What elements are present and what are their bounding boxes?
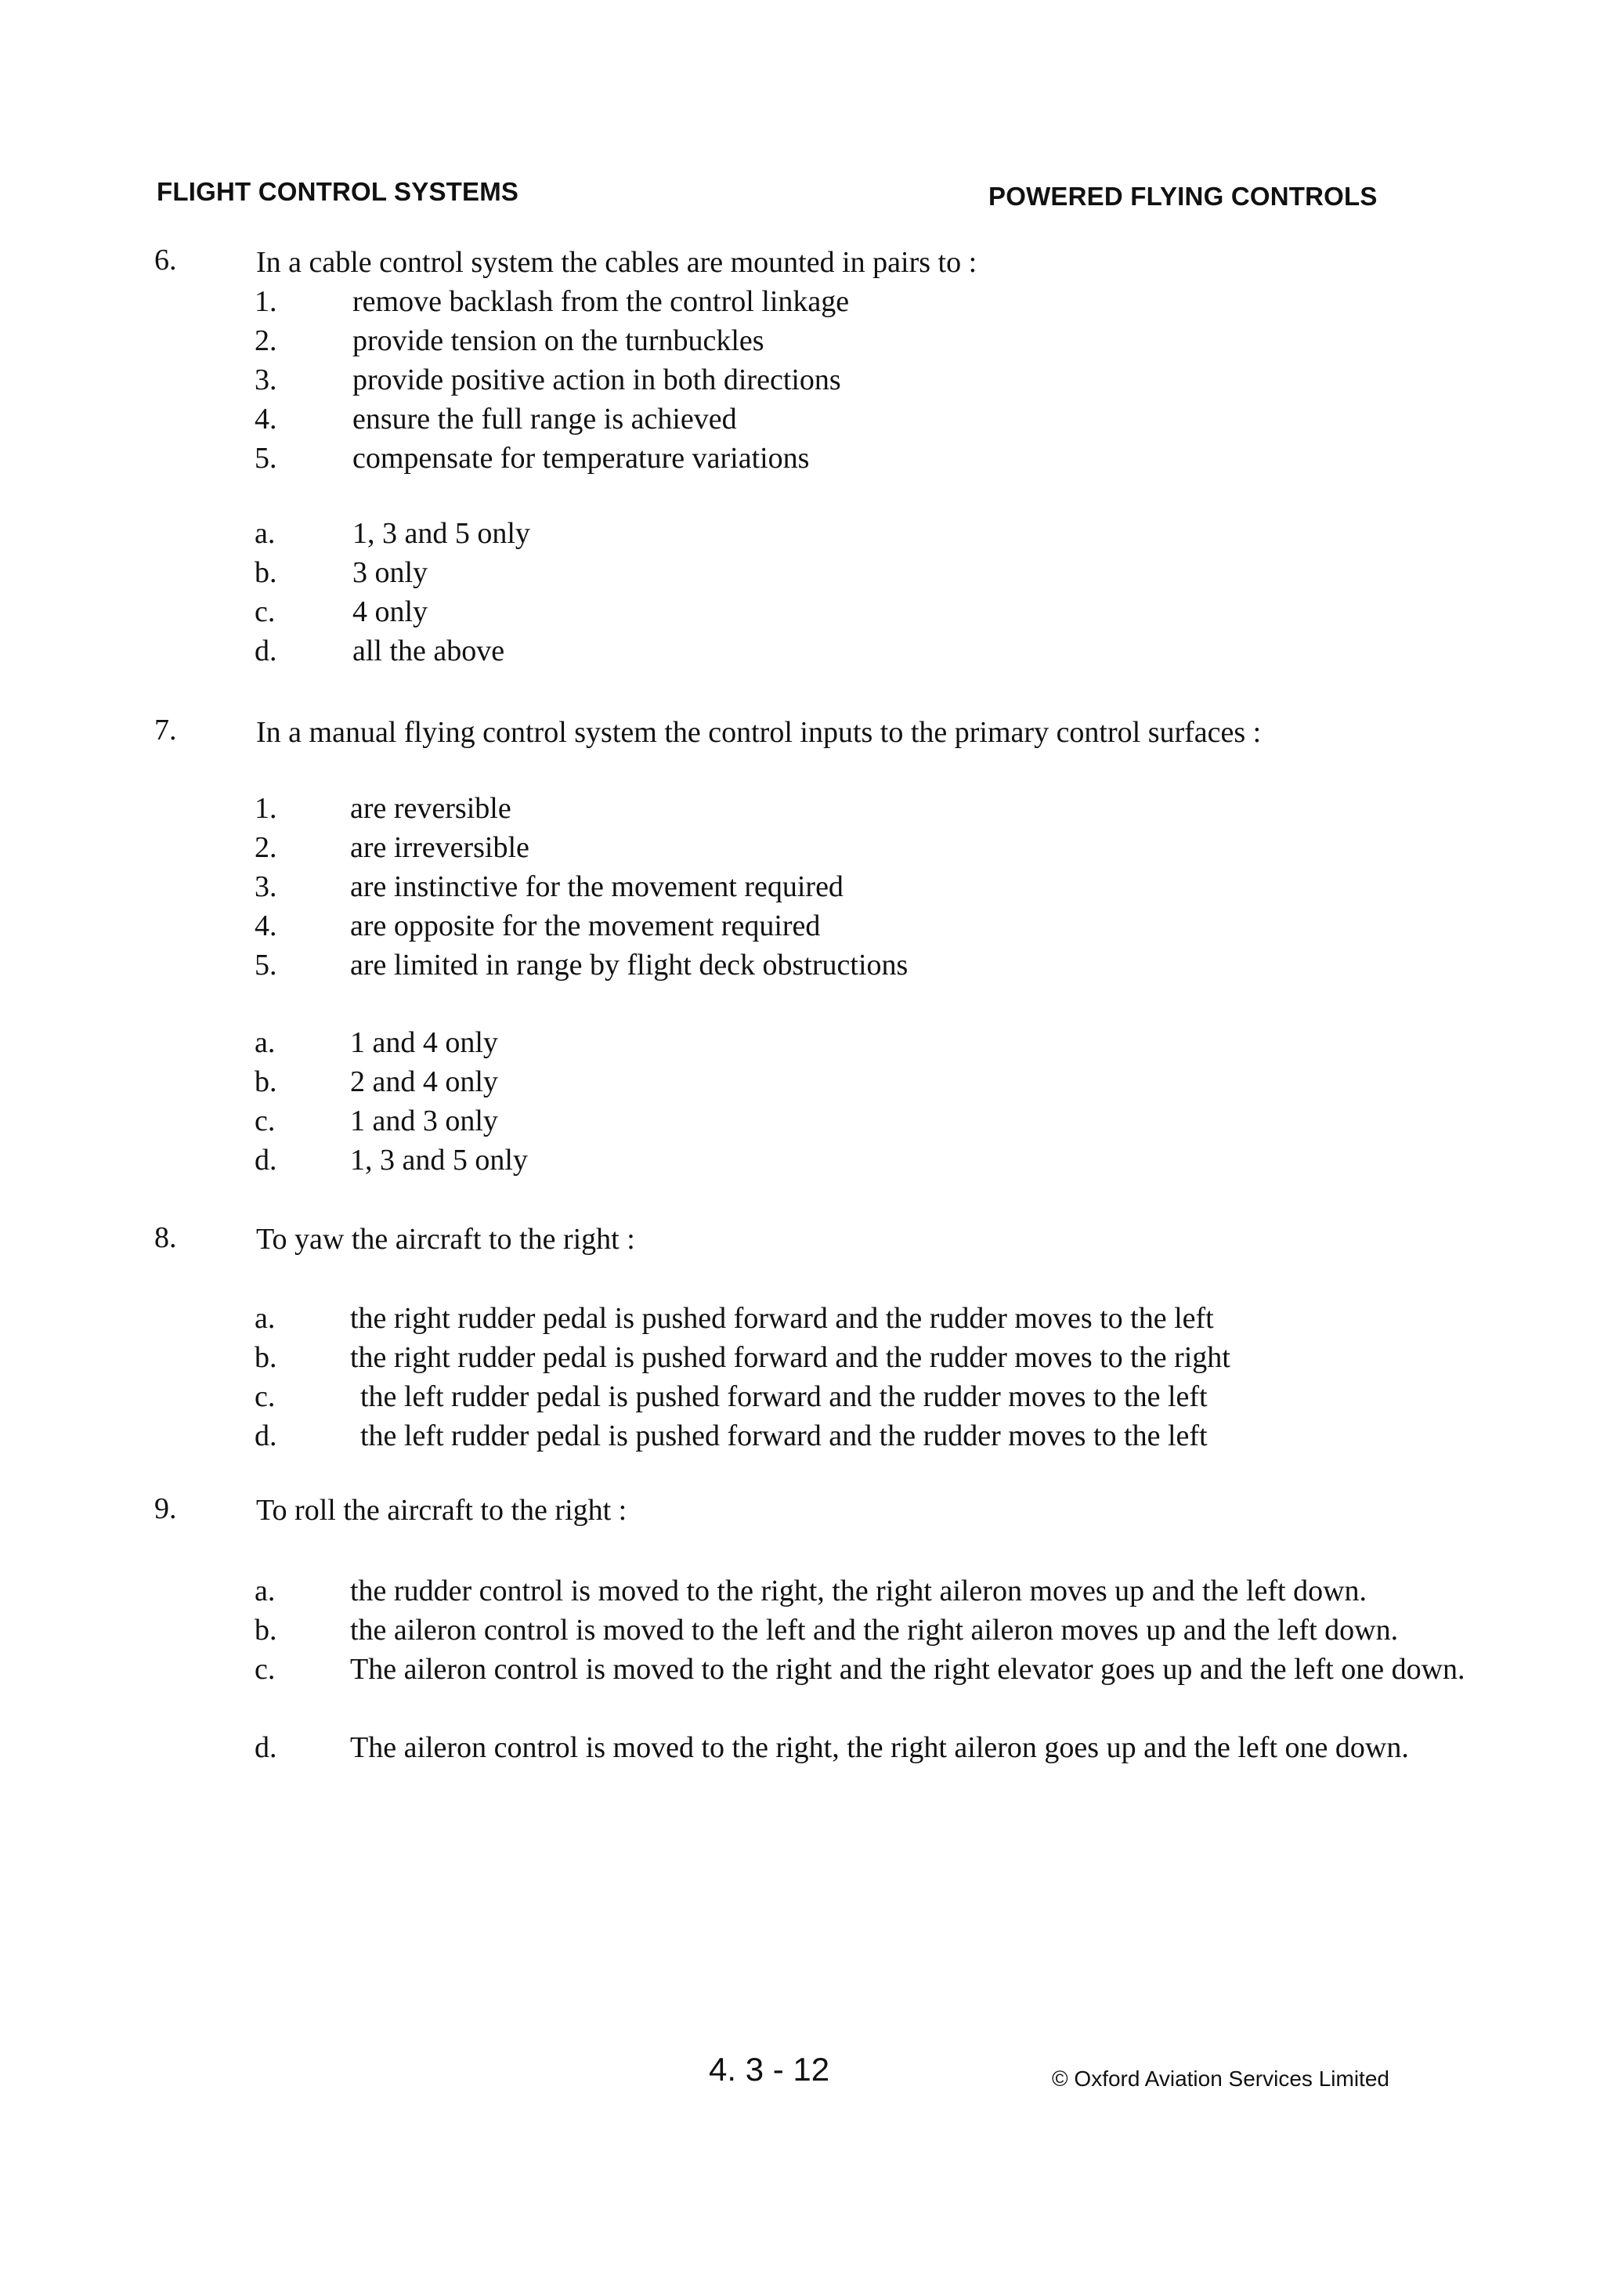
question-stem: In a manual flying control system the control inputs to the primary control surfaces : [256, 716, 1262, 749]
question-number: 6. [154, 244, 177, 277]
question-number: 9. [154, 1492, 177, 1525]
header-left-title: FLIGHT CONTROL SYSTEMS [157, 177, 519, 206]
question-stem: In a cable control system the cables are mounted in pairs to : [256, 246, 977, 279]
question-number: 8. [154, 1221, 177, 1254]
page-number: 4. 3 - 12 [709, 2051, 830, 2088]
header-right-title: POWERED FLYING CONTROLS [988, 182, 1378, 211]
copyright-notice: © Oxford Aviation Services Limited [1052, 2066, 1389, 2091]
question-stem: To roll the aircraft to the right : [256, 1494, 627, 1527]
question-stem: To yaw the aircraft to the right : [256, 1223, 635, 1256]
question-number: 7. [154, 714, 177, 747]
